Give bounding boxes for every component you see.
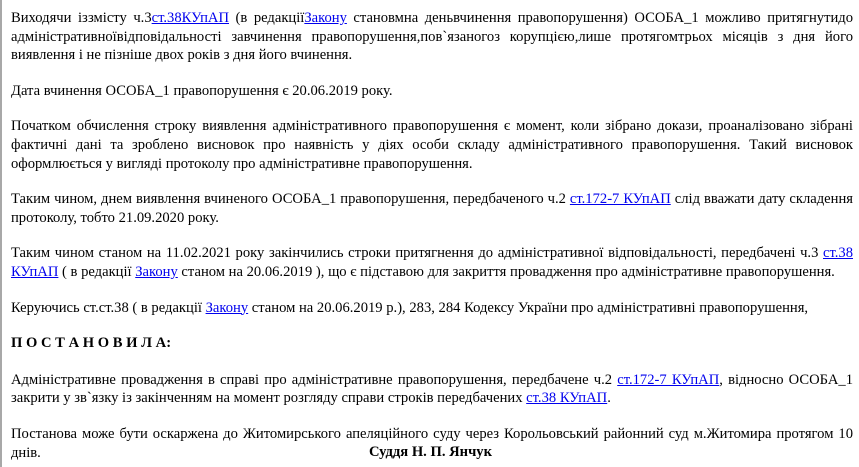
law-link-article-38[interactable]: ст.38 КУпАП bbox=[11, 245, 853, 280]
paragraph-limitation-period bbox=[11, 9, 853, 65]
paragraph-text: Таким чином, днем виявлення вчиненого ОСОБА_1 правопорушення, передбаченого ч.2 bbox=[11, 191, 570, 208]
paragraph-text: Виходячи іззмісту ч.3 bbox=[11, 10, 152, 26]
law-link-article-38[interactable]: ст.38 КУпАП bbox=[526, 390, 608, 407]
law-link-article-172-7[interactable]: ст.172-7 КУпАП bbox=[569, 191, 671, 208]
paragraph-text: ( в редакції bbox=[58, 263, 136, 280]
law-link-zakon[interactable]: Закону bbox=[304, 10, 347, 26]
paragraph-text: станом на 20.06.2019 ), що є підставою для закриття провадження про адміністративне правопорушення. bbox=[177, 263, 835, 280]
paragraph-ruling bbox=[11, 371, 853, 408]
law-link-zakon[interactable]: Закону bbox=[135, 263, 178, 280]
law-link-article-172-7[interactable]: ст.172-7 КУпАП bbox=[617, 371, 720, 388]
paragraph-offense-date: Дата вчинення ОСОБА_1 правопорушення є 20.06.2019 року. bbox=[11, 82, 393, 99]
paragraph-text: Адміністративне провадження в справі про адміністративне правопорушення, передбачене ч.2 bbox=[11, 371, 618, 388]
law-link-zakon[interactable]: Закону bbox=[205, 299, 249, 316]
paragraph-text: слід вважати дату складення протоколу, тобто 21.09.2020 року. bbox=[11, 191, 853, 226]
paragraph-text: станом на 20.06.2019 р.), 283, 284 Кодексу України про адміністративні правопорушення, bbox=[248, 299, 809, 316]
paragraph-detection-date bbox=[11, 190, 853, 227]
paragraph-text: . bbox=[607, 390, 611, 407]
paragraph-appeal: Постанова може бути оскаржена до Житомирського апеляційного суду через Корольовський районний суд м.Житомира протягом 10 днів. bbox=[11, 425, 853, 461]
judge-signature: Суддя Н. П. Янчук bbox=[368, 444, 493, 460]
ruling-heading: П О С Т А Н О В И Л А: bbox=[11, 335, 172, 352]
paragraph-guided-by bbox=[11, 299, 853, 318]
paragraph-text: Керуючись ст.ст.38 ( в редакції bbox=[11, 299, 206, 316]
paragraph-text: Таким чином станом на 11.02.2021 року закінчились строки притягнення до адміністративної відповідальності, передбачені ч.3 bbox=[11, 245, 823, 262]
paragraph-expiry bbox=[11, 244, 853, 281]
paragraph-text: становмна деньвчинення правопорушення) ОСОБА_1 можливо притягнутидо адміністративноївідповідальності завчинення правопорушення,пов`язаногоз корупцією,лише протягомтрьох місяців з дня його виявлення і не пізніше двох років з дня його вчинення. bbox=[11, 10, 854, 64]
law-link-article-38[interactable]: ст.38КУпАП bbox=[151, 10, 230, 26]
paragraph-text: , відносно ОСОБА_1 закрити у зв`язку із закінченням на момент розгляду справи строків передбачених bbox=[11, 371, 853, 407]
paragraph-detection-start: Початком обчислення строку виявлення адміністративного правопорушення є момент, коли зібрано докази, проаналізовано зібрані фактичні дані та зроблено висновок про наявність у діях особи складу адміністративного правопорушення. Такий висновок оформлюється у вигляді протоколу про адміністративне правопорушення. bbox=[11, 118, 853, 172]
paragraph-text: (в редакції bbox=[229, 10, 305, 26]
